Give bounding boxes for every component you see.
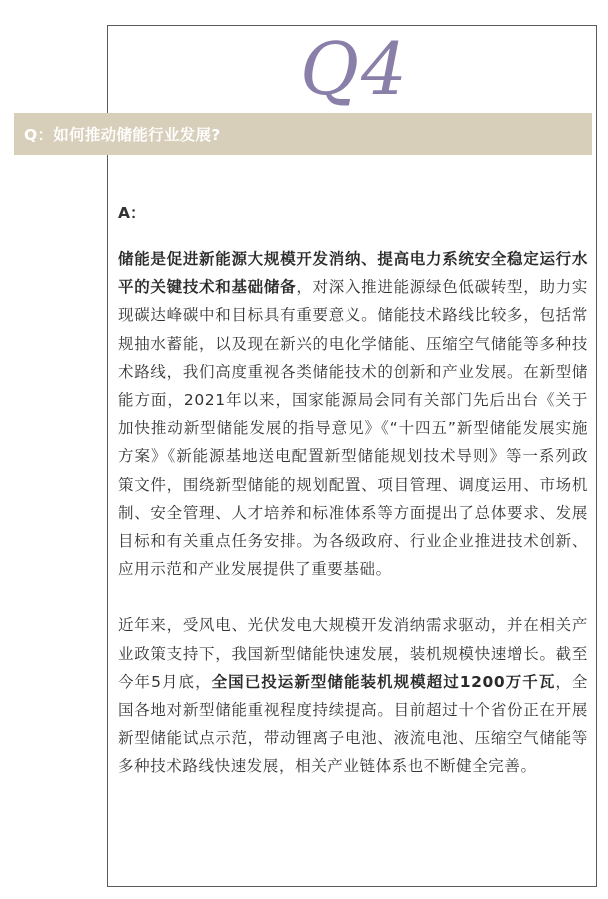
question-banner (14, 113, 592, 155)
answer-body (118, 199, 588, 781)
answer-label: A： (118, 204, 146, 222)
answer-paragraph-2-text-start: 近年来，受风电、光伏发电大规模开发消纳需求驱动，并在相关产业政策支持下，我国新型储能快速发展，装机规模快速增长。截至今年5月底， (118, 616, 588, 691)
question-number: Q4 (300, 27, 409, 111)
question-text: Q：如何推动储能行业发展? (24, 126, 221, 144)
answer-paragraph-1-highlight: 储能是促进新能源大规模开发消纳、提高电力系统安全稳定运行水平的关键技术和基础储备 (118, 250, 588, 297)
answer-paragraph-2 (118, 611, 588, 780)
answer-paragraph-1 (118, 245, 588, 583)
answer-paragraph-2-highlight: 全国已投运新型储能装机规模超过1200万千瓦 (211, 672, 556, 691)
answer-paragraph-2-text-end: ，全国各地对新型储能重视程度持续提高。目前超过十个省份正在开展新型储能试点示范，带动锂离子电池、液流电池、压缩空气储能等多种技术路线快速发展，相关产业链体系也不断健全完善。 (118, 672, 589, 776)
answer-paragraph-1-text: ，对深入推进能源绿色低碳转型，助力实现碳达峰碳中和目标具有重要意义。储能技术路线比较多，包括常规抽水蓄能，以及现在新兴的电化学储能、压缩空气储能等多种技术路线，我们高度重视各类储能技术的创新和产业发展。在新型储能方面，2021年以来，国家能源局会同有关部门先后出台《关于加快推动新型储能发展的指导意见》《“十四五”新型储能发展实施方案》《新能源基地送电配置新型储能规划技术导则》等一系列政策文件，围绕新型储能的规划配置、项目管理、调度运用、市场机制、安全管理、人才培养和标准体系等方面提出了总体要求、发展目标和有关重点任务安排。为各级政府、行业企业推进技术创新、应用示范和产业发展提供了重要基础。 (118, 278, 588, 579)
